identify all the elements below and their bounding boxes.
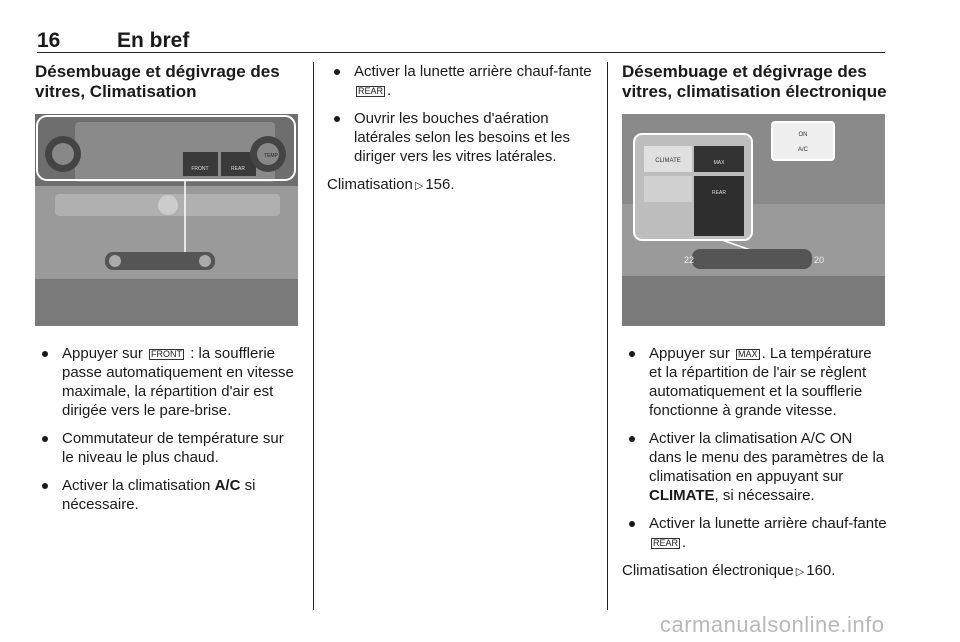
- photo-front-label: FRONT: [191, 166, 209, 172]
- front-defrost-icon: FRONT: [151, 348, 183, 359]
- list-item: Ouvrir les bouches d'aération latérales selon les besoins et les diriger vers les vitres latérales.: [327, 109, 592, 166]
- column-2: [327, 62, 592, 196]
- list-item: Commutateur de température sur le niveau le plus chaud.: [35, 429, 298, 467]
- heading-climatisation: Désembuage et dégivrage des vitres, Climatisation: [35, 62, 280, 101]
- photo-temp-label: TEMP: [264, 153, 278, 159]
- column-divider: [313, 62, 314, 610]
- photo-climate-control-panel: [35, 114, 298, 326]
- page-header: [37, 28, 885, 53]
- cross-reference: Climatisation électronique ▷ 160.: [622, 561, 888, 582]
- list-item: Appuyer sur MAX . La température et la répartition de l'air se règlent automatiquement et la soufflerie fonctionne à grande vitesse.: [622, 344, 888, 420]
- rear-defrost-icon: REAR: [653, 537, 679, 548]
- page-number: 16: [37, 29, 61, 52]
- climate-label: CLIMATE: [649, 487, 715, 504]
- heading-electronic-climate: Désembuage et dégivrage des vitres, climatisation électronique: [622, 62, 887, 101]
- photo-rear-label: REAR: [231, 166, 245, 172]
- cross-reference: Climatisation ▷ 156.: [327, 175, 592, 196]
- column-1: [35, 62, 298, 523]
- column-3: [622, 62, 888, 582]
- list-item: Activer la lunette arrière chauf-fante REAR .: [327, 62, 592, 100]
- reference-arrow-icon: ▷: [795, 566, 805, 578]
- photo-temp-left: 22: [684, 255, 695, 265]
- photo-rear-label: REAR: [712, 190, 726, 196]
- photo-max-label: MAX: [713, 160, 725, 166]
- column-divider: [607, 62, 608, 610]
- list-item: Activer la climatisation A/C ON dans le menu des paramètres de la climatisation en appuyant sur CLIMATE, si nécessaire.: [622, 429, 888, 505]
- photo-climate-label: CLIMATE: [655, 158, 681, 164]
- watermark: carmanualsonline.info: [660, 612, 885, 637]
- bullet-list-1: [35, 344, 298, 514]
- photo-temp-right: 20: [814, 255, 825, 265]
- list-item: Activer la lunette arrière chauf-fante REAR .: [622, 514, 888, 552]
- reference-arrow-icon: ▷: [414, 180, 424, 192]
- bullet-list-2: [327, 62, 592, 166]
- photo-ac-label: A/C: [797, 147, 809, 153]
- bullet-list-3: [622, 344, 888, 552]
- list-item: Appuyer sur FRONT : la soufflerie passe automatiquement en vitesse maximale, la répartition d'air est dirigée vers le pare-brise.: [35, 344, 298, 420]
- list-item: Activer la climatisation A/C si nécessaire.: [35, 476, 298, 514]
- photo-on-label: ON: [798, 132, 808, 138]
- max-defrost-icon: MAX: [738, 348, 758, 359]
- photo-electronic-climate-panel: [622, 114, 885, 326]
- section-title: En bref: [117, 29, 190, 52]
- rear-defrost-icon: REAR: [358, 85, 384, 96]
- ac-label: A/C: [214, 477, 241, 494]
